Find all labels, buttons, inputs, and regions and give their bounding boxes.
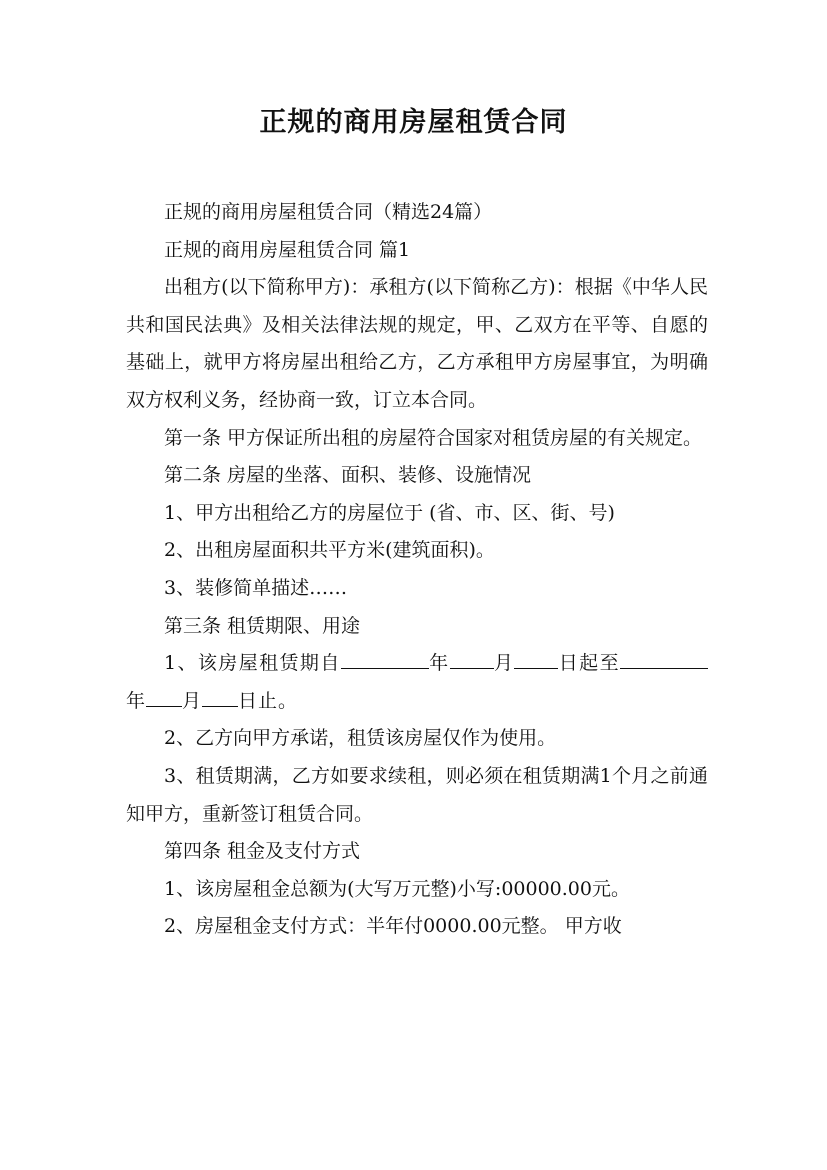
paragraph-article-3-heading: 第三条 租赁期限、用途 xyxy=(164,614,361,637)
paragraph-preamble: 出租方(以下简称甲方)：承租方(以下简称乙方)：根据《中华人民共和国民法典》及相关法律法规的规定，甲、乙双方在平等、自愿的基础上，就甲方将房屋出租给乙方，乙方承租甲方房屋事宜，为明确双方权利义务，经协商一致，订立本合同。 xyxy=(126,276,708,411)
lease-term-text: 年 xyxy=(126,689,147,712)
lease-term-text: 1、该房屋租赁期自 xyxy=(164,652,341,675)
lease-term-text: 月 xyxy=(493,652,515,675)
paragraph-article-2-item-1: 1、甲方出租给乙方的房屋位于 (省、市、区、街、号) xyxy=(164,501,615,524)
paragraph-article-4-item-1: 1、该房屋租金总额为(大写万元整)小写:00000.00元。 xyxy=(164,877,630,900)
paragraph-article-3-item-2: 2、乙方向甲方承诺，租赁该房屋仅作为使用。 xyxy=(164,727,557,750)
paragraph-subtitle: 正规的商用房屋租赁合同（精选24篇） xyxy=(164,201,493,223)
lease-term-text: 月 xyxy=(182,689,203,712)
blank-line xyxy=(341,647,429,669)
lease-term-text: 日起至 xyxy=(558,652,620,675)
paragraph-article-2-item-2: 2、出租房屋面积共平方米(建筑面积)。 xyxy=(164,539,495,562)
paragraph-article-3-item-3: 3、租赁期满，乙方如要求续租，则必须在租赁期满1个月之前通知甲方，重新签订租赁合同。 xyxy=(126,764,708,825)
paragraph-article-1: 第一条 甲方保证所出租的房屋符合国家对租赁房屋的有关规定。 xyxy=(164,426,703,449)
paragraph-article-2-heading: 第二条 房屋的坐落、面积、装修、设施情况 xyxy=(164,464,532,487)
lease-term-text: 年 xyxy=(428,652,450,675)
paragraph-section-heading: 正规的商用房屋租赁合同 篇1 xyxy=(164,238,411,261)
blank-line xyxy=(450,647,494,669)
paragraph-article-2-item-3: 3、装修简单描述…… xyxy=(164,576,348,599)
paragraph-article-4-item-2: 2、房屋租金支付方式：半年付0000.00元整。 甲方收 xyxy=(164,915,622,938)
document-title: 正规的商用房屋租赁合同 xyxy=(259,107,568,138)
blank-line xyxy=(514,647,558,669)
blank-line xyxy=(620,647,708,669)
document-body xyxy=(126,194,708,946)
blank-line xyxy=(202,685,238,707)
paragraph-article-3-item-1 xyxy=(126,645,708,720)
lease-term-text: 日止。 xyxy=(238,689,299,712)
paragraph-article-4-heading: 第四条 租金及支付方式 xyxy=(164,840,361,863)
blank-line xyxy=(146,685,182,707)
